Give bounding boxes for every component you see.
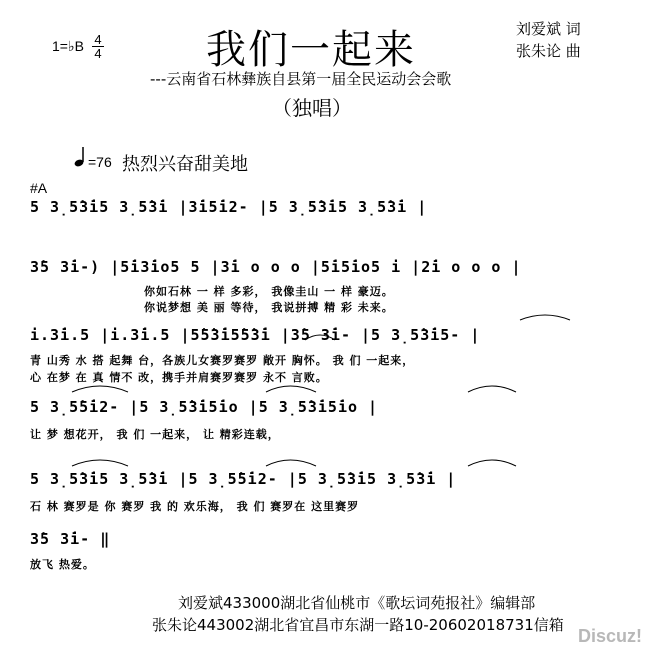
footer-line-2: 张朱论443002湖北省宜昌市东湖一路10-20602018731信箱 xyxy=(152,616,564,634)
key-signature: 1=♭B xyxy=(52,38,84,54)
slur-4 xyxy=(266,386,316,392)
slur-7 xyxy=(266,460,316,466)
composer-credit: 张朱论 曲 xyxy=(516,42,581,60)
score-line-3: i.3̇i.5 |i.3̇i.5 |5̇5̇3̇i5̇5̇3̇i |3̇5 3̇i- |5 3̣5̇3̇i5- | xyxy=(30,326,481,344)
slur-1 xyxy=(305,335,335,340)
lyric-line-4: 让 梦 想花开， 我 们 一起来， 让 精彩连载， xyxy=(30,428,280,441)
lyric-line-3a: 青 山秀 水 搭 起舞 台，各族儿女赛罗赛罗 敞开 胸怀。 我 们 一起来， xyxy=(30,354,415,367)
time-signature-top: 4 xyxy=(94,32,102,47)
slur-6 xyxy=(72,460,128,466)
footer-line-1: 刘爱斌433000湖北省仙桃市《歌坛词苑报社》编辑部 xyxy=(178,594,536,612)
score-line-6: 3̇5 3̇i- ‖ xyxy=(30,530,111,548)
score-line-4: 5 3̣5̇5̇i2- |5 3̣5̇3̇i5̇io |5 3̣5̇3̇i5̇io | xyxy=(30,398,379,416)
lyric-line-2b: 你说梦想 美 丽 等待， 我说拼搏 精 彩 未来。 xyxy=(144,301,394,314)
score-line-1: 5 3̣5̇3̇i5 3̣5̇3̇i |3̇i5̇i2- |5 3̣5̇3̇i5 3̣5̇3̇i | xyxy=(30,198,428,216)
tempo-marking: =76 xyxy=(88,154,112,170)
lyric-line-3b: 心 在梦 在 真 情不 改，携手并肩赛罗赛罗 永不 言败。 xyxy=(30,371,328,384)
slur-8 xyxy=(468,460,516,466)
expression-marking: 热烈兴奋甜美地 xyxy=(122,154,248,175)
song-subtitle: ---云南省石林彝族自县第一届全民运动会会歌 xyxy=(150,70,452,88)
lyric-line-5: 石 林 赛罗是 你 赛罗 我 的 欢乐海， 我 们 赛罗在 这里赛罗 xyxy=(30,500,360,513)
watermark: Discuz! xyxy=(578,626,643,646)
slur-3 xyxy=(72,386,128,392)
song-title: 我们一起来 xyxy=(206,27,416,73)
slur-5 xyxy=(468,386,516,392)
lyric-line-2a: 你如石林 一 样 多彩， 我像圭山 一 样 豪迈。 xyxy=(144,285,394,298)
slur-2 xyxy=(520,315,570,320)
time-signature-bottom: 4 xyxy=(92,46,104,60)
lyricist-credit: 刘爱斌 词 xyxy=(516,20,581,38)
score-line-5: 5 3̣5̇3̇i5 3̣5̇3̇i |5 3̣5̇5̇i2- |5 3̣5̇3̇i5 3̣5̇3̇i | xyxy=(30,470,457,488)
lyric-line-6: 放飞 热爱。 xyxy=(30,558,95,571)
performance-note: （独唱） xyxy=(272,96,352,120)
section-mark: #A xyxy=(30,180,48,196)
score-line-2: 3̇5 3̇i-) |5̇i3̇io5 5 |3̇i o o o |5̇i5̇io5 i |2̇i o o o | xyxy=(30,258,522,276)
